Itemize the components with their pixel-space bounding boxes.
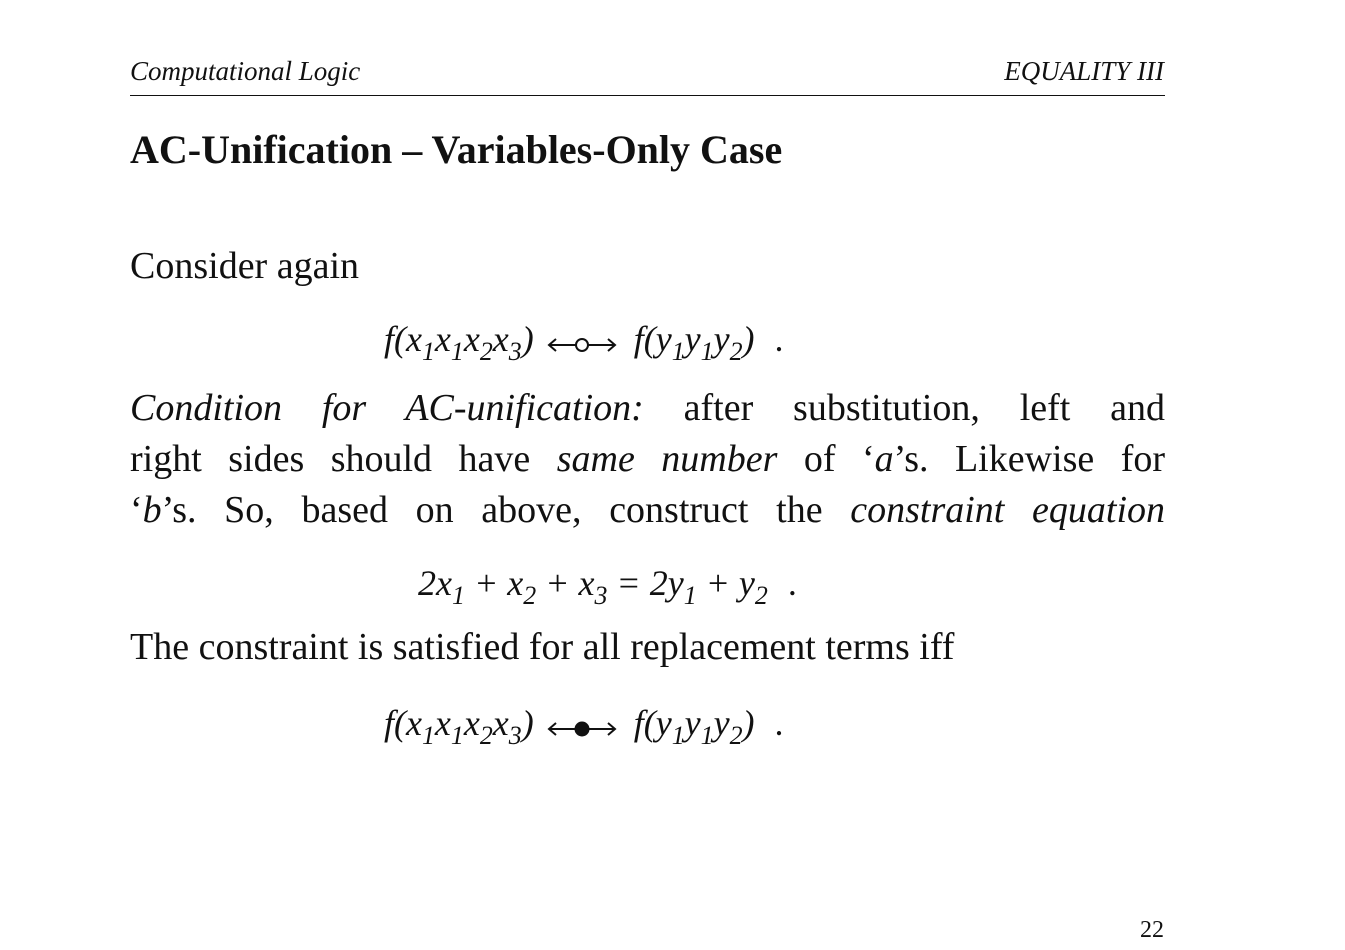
condition-line-2 [130,434,1165,485]
equation-1 [384,318,784,367]
same-number-emphasis: same number [556,438,778,480]
constraint-equation-emphasis: constraint equation [850,489,1166,531]
constraint-equation: $2x_1 + x_2 + x_3 = 2y_1 + y_2$ [418,563,768,611]
condition-paragraph [130,383,1165,536]
intro-text: Consider again [130,245,360,287]
conclusion-text: The constraint is satisfied for all replacement terms iff [130,626,955,668]
equation-2 [418,562,797,611]
slide-title: AC-Unification – Variables-Only Case [130,127,783,172]
condition-line-1 [130,383,1165,434]
variable-a: a [874,438,894,480]
equation-1-lhs: $f(x_1x_1x_2x_3)$ [384,319,534,367]
condition-line-3 [130,485,1165,536]
equation-3 [384,702,784,751]
condition-text-6: ’s. So, based on above, construct the [161,489,823,531]
condition-text-4: ’s. Likewise for [893,438,1166,480]
header-course-title: Computational Logic [130,56,361,86]
page-number: 22 [1140,917,1164,943]
equation-1-rhs: $f(y_1y_1y_2)$ [633,319,755,367]
condition-text-1: after substitution, left and [683,387,1166,429]
equation-3-period: . [774,703,784,743]
condition-lead: Condition for AC-unification: [130,387,644,429]
equation-3-rhs: $f(y_1y_1y_2)$ [633,703,755,751]
equation-1-period: . [774,319,784,359]
header-rule [130,95,1165,96]
filled-dot-double-arrow-icon [546,706,618,748]
equation-2-period: . [787,563,797,603]
condition-text-5: ‘ [130,489,143,531]
condition-text-3: of ‘ [803,438,875,480]
hollow-dot-double-arrow-icon [546,322,618,364]
condition-text-2: right sides should have [130,438,531,480]
equation-3-lhs: $f(x_1x_1x_2x_3)$ [384,703,534,751]
header-section-title: EQUALITY III [1004,56,1164,86]
variable-b: b [142,489,162,531]
